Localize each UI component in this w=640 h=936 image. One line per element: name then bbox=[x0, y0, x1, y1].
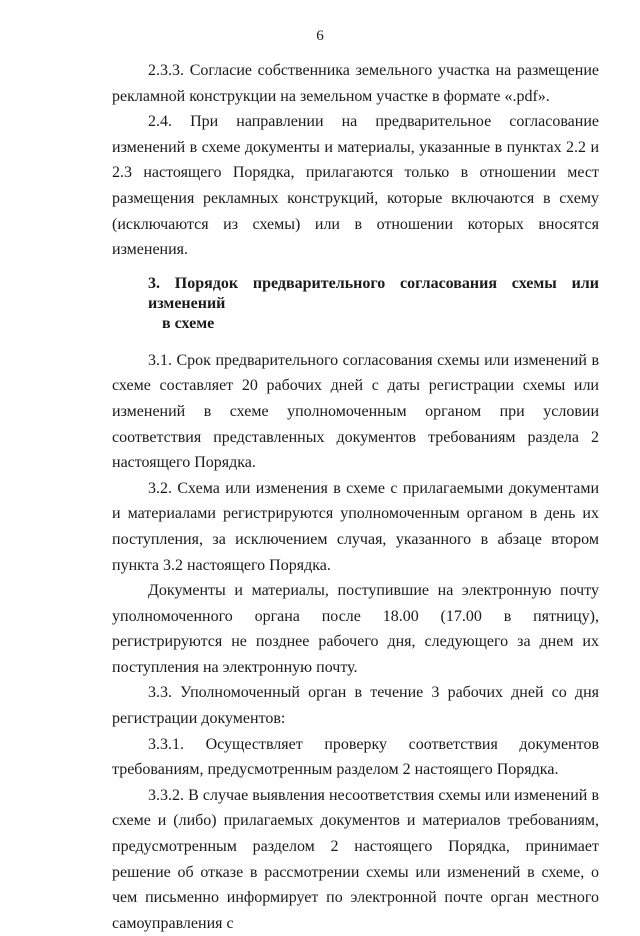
paragraph-3-2: 3.2. Схема или изменения в схеме с прилагаемыми документами и материалами регистрируются уполномоченным органом в день их поступления, за исключением случая, указанного в абзаце втором пункта 3.2 настоящего Порядка. bbox=[112, 479, 599, 574]
section-heading-line-1: 3. Порядок предварительного согласования схемы или изменений bbox=[148, 274, 599, 312]
section-heading-line-2: в схеме bbox=[162, 314, 215, 332]
paragraph-2-4: 2.4. При направлении на предварительное согласование изменений в схеме документы и материалы, указанные в пунктах 2.2 и 2.3 настоящего Порядка, прилагаются только в отношении мест размещения рекламных конструкций, которые включаются в схему (исключаются из схемы) или в отношении которых вносятся изменения. bbox=[112, 113, 599, 259]
section-3-heading bbox=[112, 274, 599, 334]
document-body bbox=[112, 58, 599, 936]
paragraph-3-3-2: 3.3.2. В случае выявления несоответствия схемы или изменений в схеме и (либо) прилагаемых документов и материалов требованиям, предусмотренным разделом 2 настоящего Порядка, принимает решение об отказе в рассмотрении схемы или изменений в схеме, о чем письменно информирует по электронной почте орган местного самоуправления с bbox=[112, 786, 599, 932]
paragraph-3-1: 3.1. Срок предварительного согласования схемы или изменений в схеме составляет 20 рабочих дней с даты регистрации схемы или изменений в схеме уполномоченным органом при условии соответствия представленных документов требованиям раздела 2 настоящего Порядка. bbox=[112, 351, 599, 472]
paragraph-3-3-1: 3.3.1. Осуществляет проверку соответствия документов требованиям, предусмотренным разделом 2 настоящего Порядка. bbox=[112, 735, 599, 779]
paragraph-2-3-3: 2.3.3. Согласие собственника земельного участка на размещение рекламной конструкции на земельном участке в формате «.pdf». bbox=[112, 62, 599, 105]
paragraph-3-3: 3.3. Уполномоченный орган в течение 3 рабочих дней со дня регистрации документов: bbox=[112, 684, 599, 728]
page-number: 6 bbox=[316, 28, 324, 44]
paragraph-documents-email: Документы и материалы, поступившие на электронную почту уполномоченного органа после 18.00 (17.00 в пятницу), регистрируются не позднее рабочего дня, следующего за днем их поступления на электронную почту. bbox=[112, 582, 599, 676]
